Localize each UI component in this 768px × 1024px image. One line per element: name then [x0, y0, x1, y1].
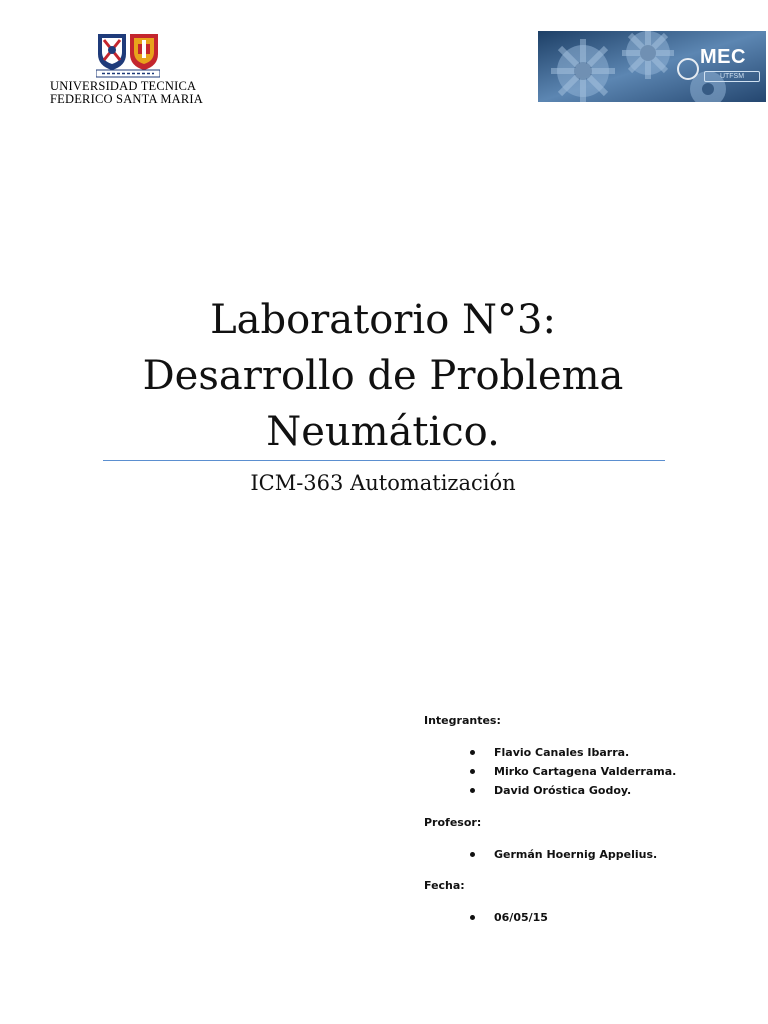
- title-divider: [103, 460, 665, 461]
- date-list: [424, 908, 724, 927]
- document-subtitle: ICM-363 Automatización: [250, 471, 516, 495]
- list-item: 06/05/15: [424, 908, 724, 927]
- list-item: Germán Hoernig Appelius.: [424, 845, 724, 864]
- members-list: [424, 743, 724, 800]
- professor-list: [424, 845, 724, 864]
- document-title: [100, 292, 666, 460]
- mec-logo-subtext: UTFSM: [704, 71, 760, 82]
- mec-logo-text: MEC: [700, 46, 746, 68]
- title-line-3: Neumático.: [266, 409, 500, 455]
- university-name: [50, 80, 210, 106]
- title-line-1: Laboratorio N°3:: [210, 297, 556, 343]
- professor-label: Profesor:: [424, 816, 482, 829]
- list-item: Mirko Cartagena Valderrama.: [424, 762, 724, 781]
- date-label: Fecha:: [424, 879, 465, 892]
- list-item: Flavio Canales Ibarra.: [424, 743, 724, 762]
- title-line-2: Desarrollo de Problema: [142, 353, 624, 399]
- university-logo: [50, 30, 210, 110]
- mec-logo: [538, 31, 766, 102]
- university-name-line2: FEDERICO SANTA MARIA: [50, 92, 204, 106]
- university-name-line1: UNIVERSIDAD TECNICA: [50, 79, 197, 93]
- university-crest-icon: [96, 30, 160, 78]
- list-item: David Oróstica Godoy.: [424, 781, 724, 800]
- members-label: Integrantes:: [424, 714, 501, 727]
